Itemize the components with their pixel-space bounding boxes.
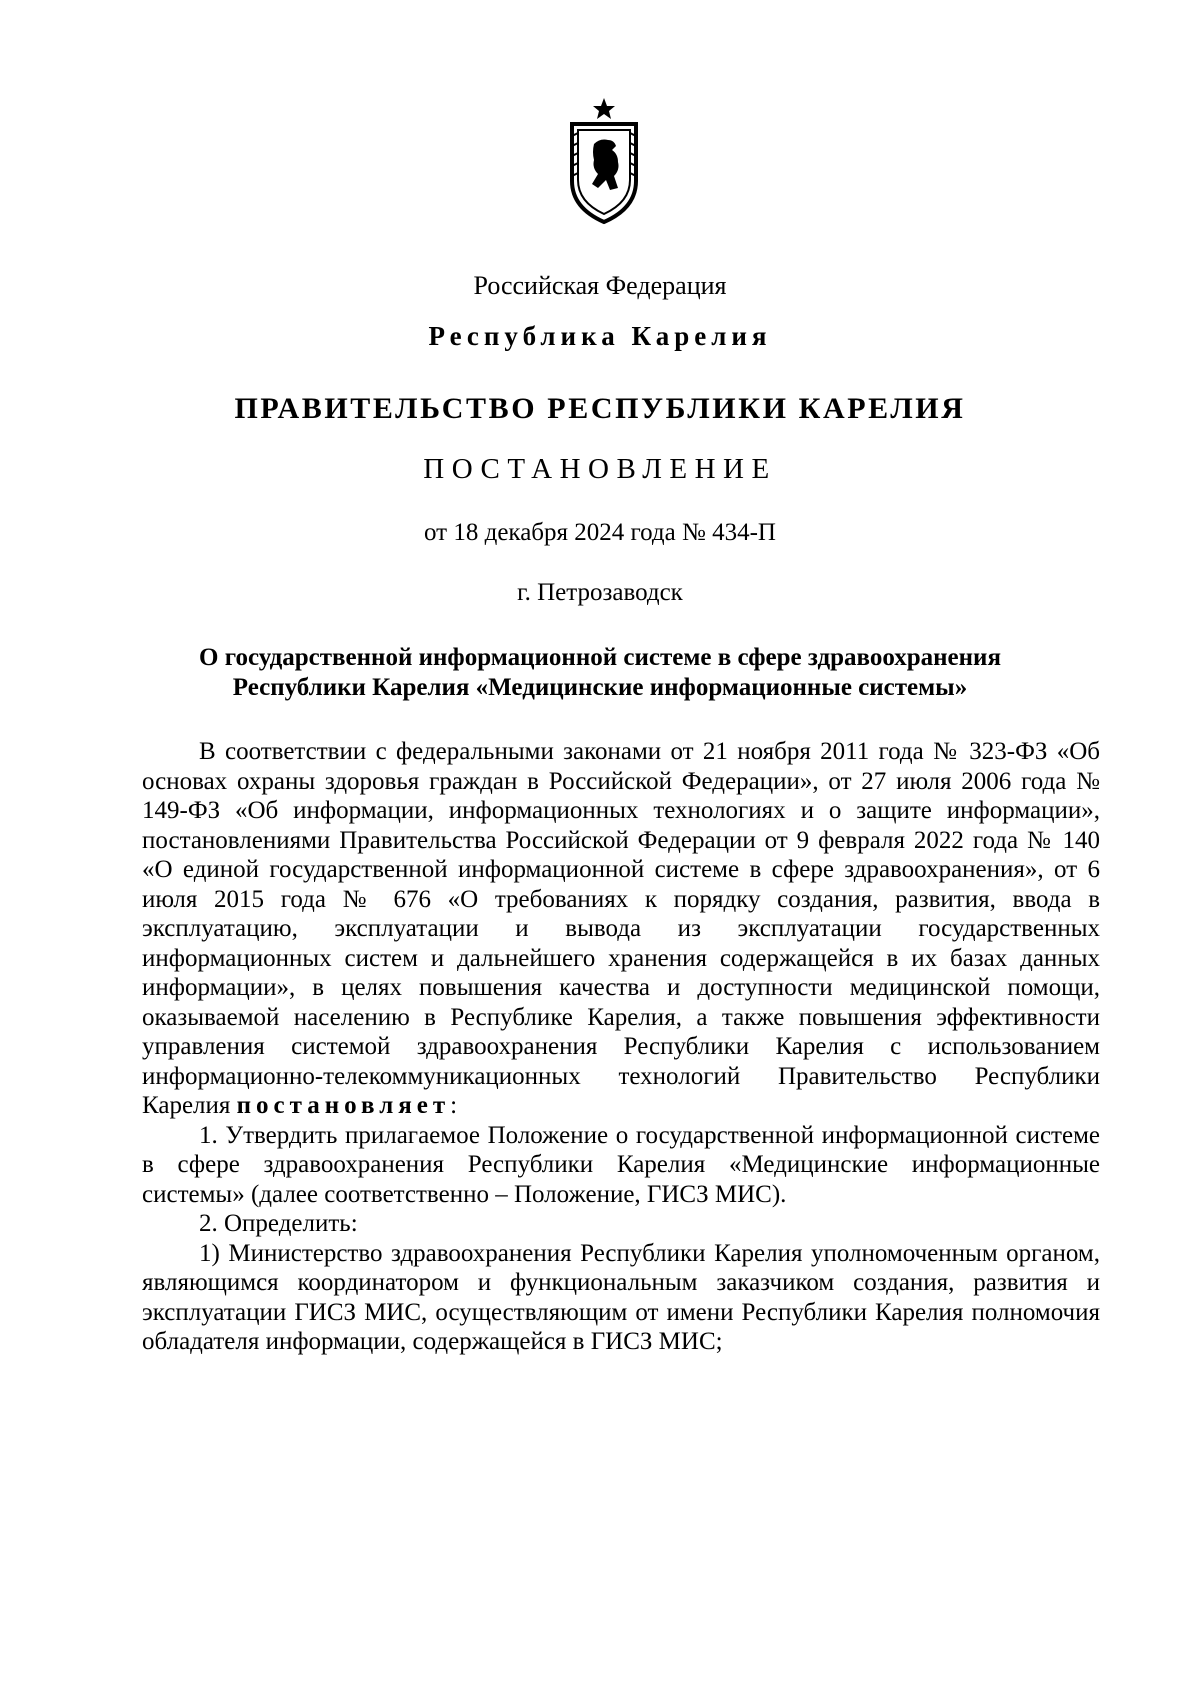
coat-of-arms-emblem (564, 96, 644, 226)
decree-colon: : (450, 1092, 458, 1119)
document-city: г. Петрозаводск (517, 579, 683, 606)
title-line-1: О государственной информационной системе в сфере здравоохранения (199, 644, 1001, 671)
document-body (142, 737, 1100, 1357)
republic-name: Республика Карелия (428, 321, 772, 351)
item-2-paragraph: 2. Определить: (199, 1210, 358, 1237)
title-line-2: Республики Карелия «Медицинские информационные системы» (232, 674, 968, 701)
government-name: ПРАВИТЕЛЬСТВО РЕСПУБЛИКИ КАРЕЛИЯ (234, 392, 966, 425)
decree-word: постановляет (236, 1092, 451, 1119)
document-title (0, 643, 1200, 703)
preamble-paragraph (142, 737, 1100, 1121)
preamble-text: В соответствии с федеральными законами от 21 ноября 2011 года № 323-ФЗ «Об основах охраны здоровья граждан в Российской Федерации», от 27 июля 2006 года № 149-ФЗ «Об информации, информационных технологиях и о защите информации», постановлениями Правительства Российской Федерации от 9 февраля 2022 года № 140 «О единой государственной информационной системе в сфере здравоохранения», от 6 июля 2015 года № 676 «О требованиях к порядку создания, развития, ввода в эксплуатацию, эксплуатации и вывода из эксплуатации государственных информационных систем и дальнейшего хранения содержащейся в их базах данных информации», в целях повышения качества и доступности медицинской помощи, оказываемой населению в Республике Карелия, а также повышения эффективности управления системой здравоохранения Республики Карелия с использованием информационно-телекоммуникационных технологий Правительство Республики Карелия (142, 738, 1100, 1119)
country-name: Российская Федерация (473, 271, 727, 300)
document-date-number: от 18 декабря 2024 года № 434-П (424, 519, 776, 546)
item-2-1-paragraph: 1) Министерство здравоохранения Республики Карелия уполномоченным органом, являющимся координатором и функциональным заказчиком создания, развития и эксплуатации ГИСЗ МИС, осуществляющим от имени Республики Карелия полномочия обладателя информации, содержащейся в ГИСЗ МИС; (142, 1239, 1100, 1355)
item-1-paragraph: 1. Утвердить прилагаемое Положение о государственной информационной системе в сфере здравоохранения Республики Карелия «Медицинские информационные системы» (далее соответственно – Положение, ГИСЗ МИС). (142, 1121, 1100, 1208)
document-type: ПОСТАНОВЛЕНИЕ (423, 453, 777, 485)
